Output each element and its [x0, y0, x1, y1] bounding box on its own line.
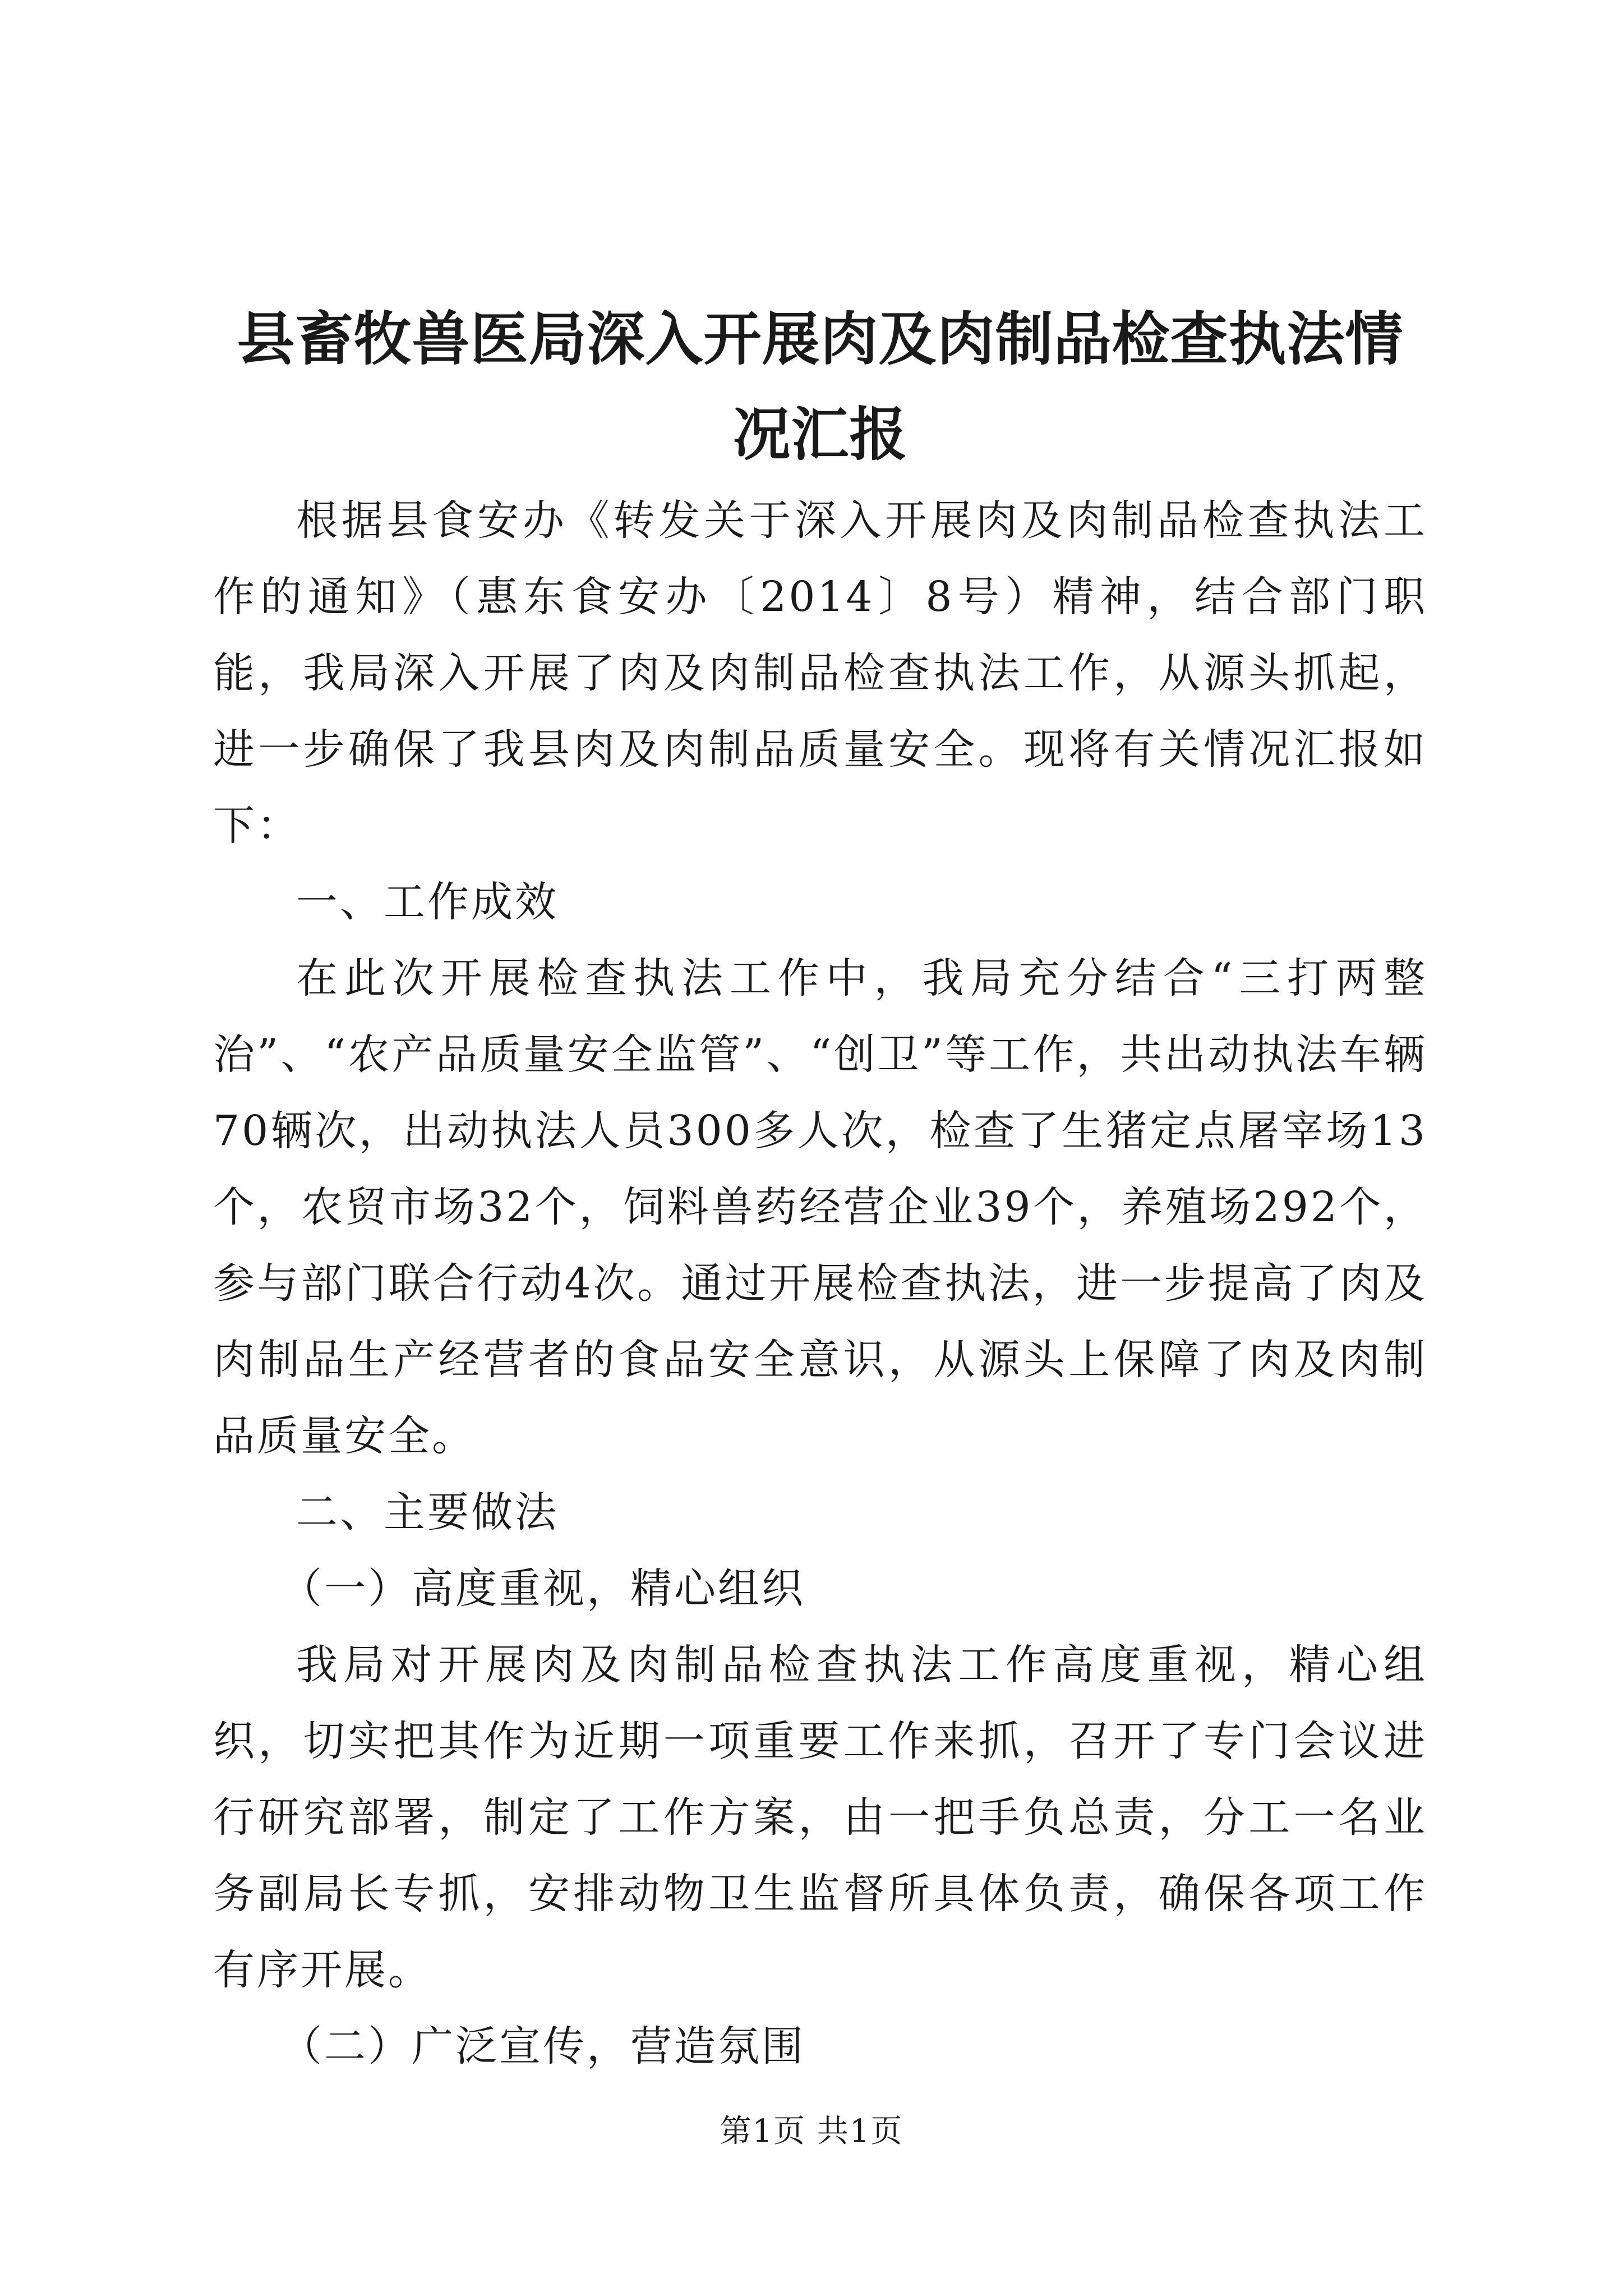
subsection-heading-2: （二）广泛宣传，营造氛围: [280, 2022, 805, 2070]
subsection-heading-1: （一）高度重视，精心组织: [280, 1565, 805, 1613]
section-heading-2: 二、主要做法: [296, 1488, 559, 1536]
document-title: 县畜牧兽医局深入开展肉及肉制品检查执法情况汇报: [237, 306, 1404, 468]
document-page: [213, 292, 1427, 2085]
page-footer: 第1页 共1页: [720, 2113, 903, 2150]
document-body: [213, 482, 1427, 2085]
paragraph-organization: 我局对开展肉及肉制品检查执法工作高度重视，精心组织，切实把其作为近期一项重要工作来抓，召开了专门会议进行研究部署，制定了工作方案，由一把手负总责，分工一名业务副局长专抓，安排动物卫生监督所具体负责，确保各项工作有序开展。: [213, 1641, 1427, 1994]
section-heading-1: 一、工作成效: [296, 878, 559, 926]
paragraph-results: 在此次开展检查执法工作中，我局充分结合“三打两整治”、“农产品质量安全监管”、“创卫”等工作，共出动执法车辆70辆次，出动执法人员300多人次，检查了生猪定点屠宰场13个，农贸市场32个，饲料兽药经营企业39个，养殖场292个，参与部门联合行动4次。通过开展检查执法，进一步提高了肉及肉制品生产经营者的食品安全意识，从源头上保障了肉及肉制品质量安全。: [213, 954, 1427, 1460]
paragraph-intro: 根据县食安办《转发关于深入开展肉及肉制品检查执法工作的通知》（惠东食安办〔2014〕8号）精神，结合部门职能，我局深入开展了肉及肉制品检查执法工作，从源头抓起，进一步确保了我县肉及肉制品质量安全。现将有关情况汇报如下：: [213, 496, 1427, 850]
